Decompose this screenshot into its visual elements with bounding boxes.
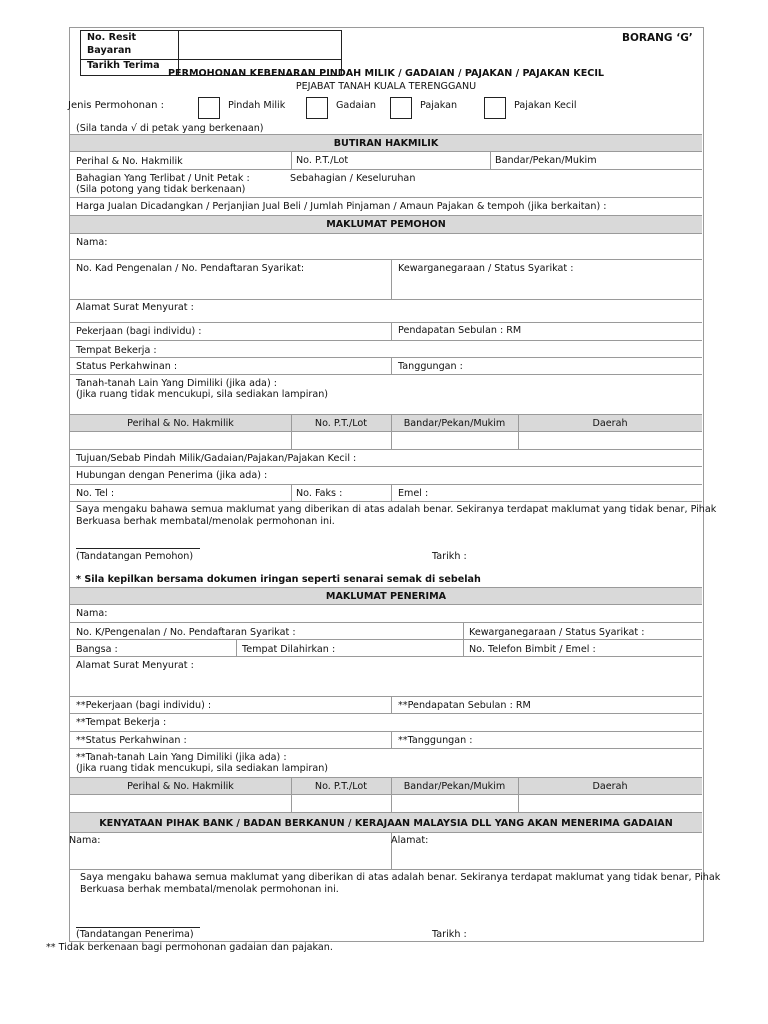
recipient-income-label: **Pendapatan Sebulan : RM [398,700,531,711]
recipient-table-header-bandar: Bandar/Pekan/Mukim [403,781,506,792]
bahagian-label: Bahagian Yang Terlibat / Unit Petak : [76,173,250,184]
form-code: BORANG ‘G’ [622,32,693,44]
recipient-ic-label: No. K/Pengenalan / No. Pendaftaran Syarikat : [76,627,296,638]
bandar-label: Bandar/Pekan/Mukim [495,155,597,166]
applicant-land-table-row[interactable] [70,432,702,448]
recipient-dependents-label: **Tanggungan : [398,735,473,746]
applicant-workplace-label: Tempat Bekerja : [76,345,157,356]
recipient-signature-label: (Tandatangan Penerima) [76,929,194,940]
recipient-address-label: Alamat Surat Menyurat : [76,660,194,671]
bank-declaration-line1: Saya mengaku bahawa semua maklumat yang diberikan di atas adalah benar. Sekiranya terdapat maklumat yang tidak benar, Pihak [80,872,721,883]
footnote: ** Tidak berkenaan bagi permohonan gadaian dan pajakan. [46,942,333,953]
recipient-marital-label: **Status Perkahwinan : [76,735,187,746]
receipt-number-field[interactable] [178,31,340,58]
checkbox-pajakan-kecil[interactable] [484,97,506,119]
bank-declaration-line2: Berkuasa berhak membatal/menolak permohonan ini. [80,884,339,895]
applicant-dependents-label: Tanggungan : [398,361,463,372]
applicant-declaration-line2: Berkuasa berhak membatal/menolak permohonan ini. [76,516,335,527]
option-gadaian: Gadaian [336,100,376,111]
option-pindah-milik: Pindah Milik [228,100,286,111]
recipient-table-header-pt: No. P.T./Lot [314,781,368,792]
receipt-number-label: No. Resit [87,32,137,43]
recipient-land-table-row[interactable] [70,795,702,811]
section-maklumat-penerima: MAKLUMAT PENERIMA [325,591,447,602]
applicant-date-label: Tarikh : [432,551,467,562]
applicant-table-header-perihal: Perihal & No. Hakmilik [127,418,234,429]
checkbox-gadaian[interactable] [306,97,328,119]
checkbox-pajakan[interactable] [390,97,412,119]
section-maklumat-pemohon: MAKLUMAT PEMOHON [326,219,446,230]
bank-address-label: Alamat: [391,835,429,846]
recipient-name-label: Nama: [76,608,108,619]
option-pajakan-kecil: Pajakan Kecil [514,100,577,111]
applicant-signature-line[interactable] [76,548,200,549]
applicant-other-land-label: Tanah-tanah Lain Yang Dimiliki (jika ada) : [76,378,277,389]
applicant-address-label: Alamat Surat Menyurat : [76,302,194,313]
recipient-table-header-perihal: Perihal & No. Hakmilik [127,781,234,792]
applicant-occupation-label: Pekerjaan (bagi individu) : [76,326,202,337]
no-pt-label: No. P.T./Lot [296,155,349,166]
recipient-occupation-label: **Pekerjaan (bagi individu) : [76,700,212,711]
harga-label: Harga Jualan Dicadangkan / Perjanjian Jual Beli / Jumlah Pinjaman / Amaun Pajakan & tempoh (jika berkaitan) : [76,201,607,212]
applicant-fax-label: No. Faks : [296,488,343,499]
applicant-citizenship-label: Kewarganegaraan / Status Syarikat : [398,263,574,274]
section-kenyataan-bank: KENYATAAN PIHAK BANK / BADAN BERKANUN / KERAJAAN MALAYSIA DLL YANG AKAN MENERIMA GADAIAN [99,818,673,829]
recipient-citizenship-label: Kewarganegaraan / Status Syarikat : [469,627,645,638]
recipient-phone-label: No. Telefon Bimbit / Emel : [469,644,596,655]
recipient-race-label: Bangsa : [76,644,118,655]
recipient-date-label: Tarikh : [432,929,467,940]
received-date-label: Tarikh Terima [87,60,160,71]
applicant-table-header-bandar: Bandar/Pekan/Mukim [403,418,506,429]
perihal-label: Perihal & No. Hakmilik [76,156,183,167]
payment-label: Bayaran [87,45,132,56]
recipient-table-header-daerah: Daerah [592,781,628,792]
applicant-table-header-daerah: Daerah [592,418,628,429]
applicant-email-label: Emel : [398,488,429,499]
option-pajakan: Pajakan [420,100,458,111]
applicant-table-header-pt: No. P.T./Lot [314,418,368,429]
recipient-birthplace-label: Tempat Dilahirkan : [242,644,336,655]
recipient-other-land-label: **Tanah-tanah Lain Yang Dimiliki (jika ada) : [76,752,287,763]
applicant-income-label: Pendapatan Sebulan : RM [398,325,522,336]
application-type-label: Jenis Permohonan : [68,100,165,111]
purpose-label: Tujuan/Sebab Pindah Milik/Gadaian/Pajakan/Pajakan Kecil : [76,453,357,464]
bank-name-label: Nama: [69,835,101,846]
applicant-name-label: Nama: [76,237,108,248]
form-subtitle: PEJABAT TANAH KUALA TERENGGANU [295,81,477,92]
section-butiran-hakmilik: BUTIRAN HAKMILIK [333,138,439,149]
applicant-marital-label: Status Perkahwinan : [76,361,178,372]
sebahagian-option[interactable]: Sebahagian / Keseluruhan [290,173,416,184]
recipient-workplace-label: **Tempat Bekerja : [76,717,167,728]
recipient-attachment-note: (Jika ruang tidak mencukupi, sila sediakan lampiran) [76,763,329,774]
applicant-ic-label: No. Kad Pengenalan / No. Pendaftaran Syarikat: [76,263,305,274]
tick-instruction: (Sila tanda √ di petak yang berkenaan) [76,123,264,134]
relationship-label: Hubungan dengan Penerima (jika ada) : [76,470,268,481]
applicant-phone-label: No. Tel : [76,488,115,499]
applicant-declaration-line1: Saya mengaku bahawa semua maklumat yang diberikan di atas adalah benar. Sekiranya terdapat maklumat yang tidak benar, Pihak [76,504,717,515]
checkbox-pindah-milik[interactable] [198,97,220,119]
recipient-signature-line[interactable] [76,927,200,928]
applicant-signature-label: (Tandatangan Pemohon) [76,551,194,562]
attachment-instruction: * Sila kepilkan bersama dokumen iringan seperti senarai semak di sebelah [76,574,481,585]
form-title: PERMOHONAN KEBENARAN PINDAH MILIK / GADAIAN / PAJAKAN / PAJAKAN KECIL [167,68,605,79]
strike-instruction: (Sila potong yang tidak berkenaan) [76,184,246,195]
applicant-attachment-note: (Jika ruang tidak mencukupi, sila sediakan lampiran) [76,389,329,400]
